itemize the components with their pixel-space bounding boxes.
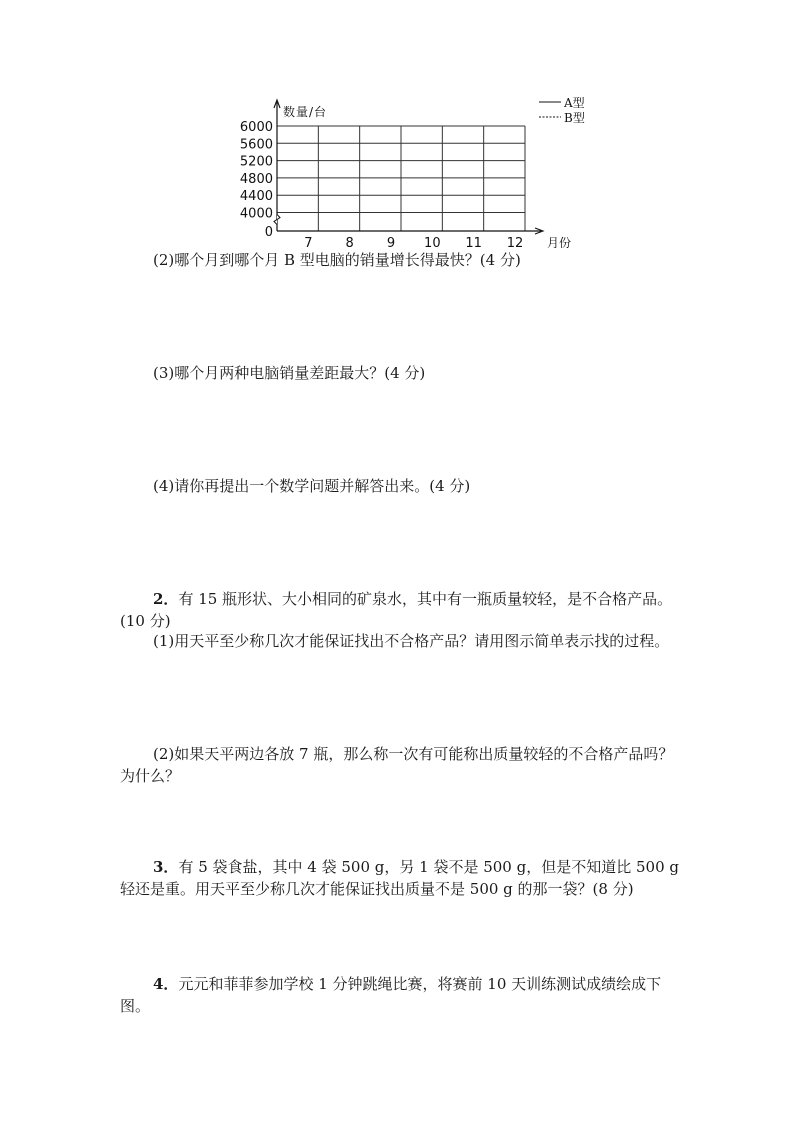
question-3-text: 有 5 袋食盐，其中 4 袋 500 g，另 1 袋不是 500 g，但是不知道比 500 g 轻还是重。用天平至少称几次才能保证找出质量不是 500 g 的那一袋？(8 分) xyxy=(120,858,679,898)
question-3 xyxy=(120,856,680,900)
y-tick-label: 4400 xyxy=(239,189,273,205)
x-axis-title: 月份 xyxy=(547,236,572,250)
question-1-4: (4)请你再提出一个数学问题并解答出来。(4 分) xyxy=(153,477,471,495)
x-tick-label: 9 xyxy=(386,236,396,251)
question-4-number: 4． xyxy=(153,975,179,993)
question-3-number: 3． xyxy=(153,858,179,876)
question-4 xyxy=(120,973,680,1017)
question-2 xyxy=(120,588,680,632)
y-tick-label: 6000 xyxy=(239,120,273,135)
y-tick-label: 5200 xyxy=(239,154,273,170)
question-2-1: (1)用天平至少称几次才能保证找出不合格产品？请用图示简单表示找的过程。 xyxy=(153,632,670,650)
x-tick-label: 10 xyxy=(424,236,441,251)
question-2-text: 有 15 瓶形状、大小相同的矿泉水，其中有一瓶质量较轻，是不合格产品。(10 分) xyxy=(120,590,673,630)
legend-label: B型 xyxy=(564,111,585,125)
y-axis-title: 数量/台 xyxy=(283,105,328,119)
chart-svg xyxy=(225,94,595,254)
y-tick-label: 0 xyxy=(264,225,273,240)
question-2-2: (2)如果天平两边各放 7 瓶，那么称一次有可能称出质量较轻的不合格产品吗？为什么？ xyxy=(120,745,674,785)
x-tick-label: 11 xyxy=(465,236,482,251)
x-tick-label: 7 xyxy=(304,236,313,251)
axis-break-mark xyxy=(274,215,280,225)
y-tick-label: 4800 xyxy=(239,171,273,187)
question-2-number: 2． xyxy=(153,590,179,608)
question-1-3: (3)哪个月两种电脑销量差距最大？(4 分) xyxy=(153,364,426,382)
y-tick-label: 5600 xyxy=(239,137,273,153)
sales-line-chart xyxy=(225,94,595,254)
legend-label: A型 xyxy=(564,96,585,110)
x-tick-label: 8 xyxy=(345,236,354,251)
x-tick-label: 12 xyxy=(506,236,524,251)
question-1-2: (2)哪个月到哪个月 B 型电脑的销量增长得最快？(4 分) xyxy=(153,251,521,269)
y-tick-label: 4000 xyxy=(239,206,273,222)
question-4-text: 元元和菲菲参加学校 1 分钟跳绳比赛，将赛前 10 天训练测试成绩绘成下图。 xyxy=(120,975,662,1015)
